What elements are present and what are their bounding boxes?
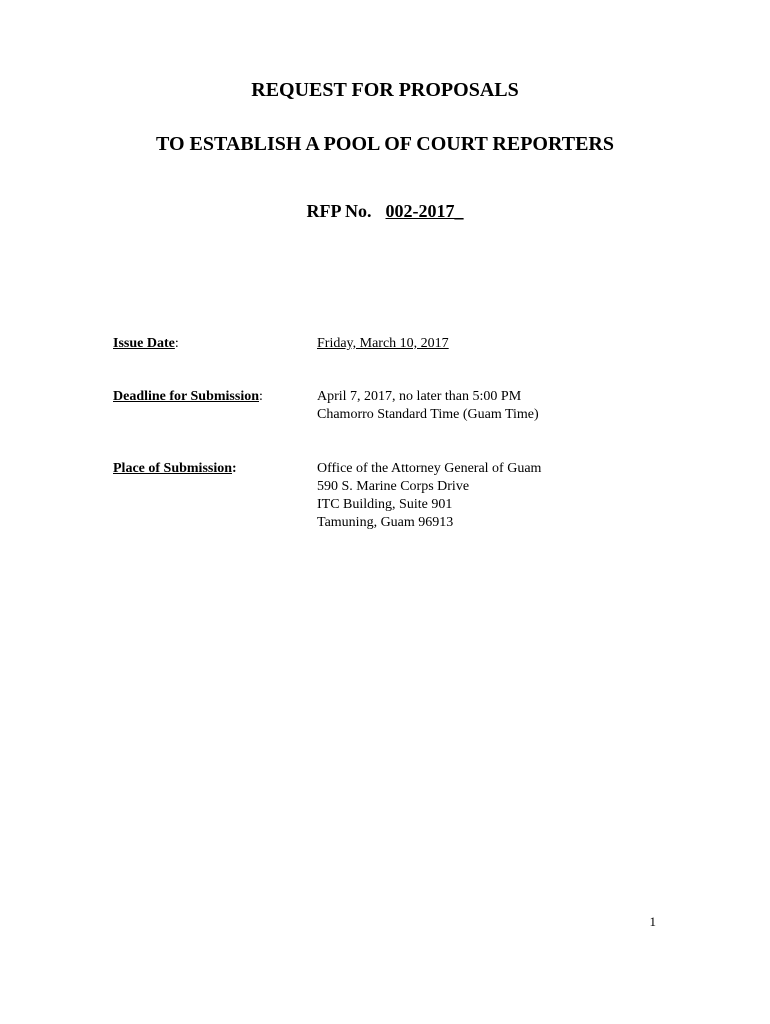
issue-date-value — [317, 335, 449, 353]
place-of-submission-label-text: Place of Submission — [113, 461, 233, 476]
address-line-3: ITC Building, Suite 901 — [317, 497, 453, 512]
deadline-line-1: April 7, 2017, no later than 5:00 PM — [317, 389, 522, 404]
issue-date-label-colon: : — [174, 336, 179, 351]
rfp-number: 002-2017_ — [385, 201, 464, 221]
page-number: 1 — [649, 914, 656, 929]
rfp-number-line — [0, 200, 770, 222]
issue-date-label-text: Issue Date — [113, 336, 175, 351]
address-line-4: Tamuning, Guam 96913 — [317, 515, 454, 530]
place-of-submission-label — [113, 460, 237, 478]
document-title: REQUEST FOR PROPOSALS — [251, 79, 519, 101]
place-of-submission-label-colon: : — [232, 461, 237, 476]
rfp-label: RFP No. — [306, 201, 372, 221]
deadline-label-text: Deadline for Submission — [113, 389, 259, 404]
deadline-value — [317, 388, 539, 424]
place-of-submission-value — [317, 460, 541, 532]
address-line-2: 590 S. Marine Corps Drive — [317, 479, 470, 494]
address-line-1: Office of the Attorney General of Guam — [317, 461, 542, 476]
deadline-line-2: Chamorro Standard Time (Guam Time) — [317, 407, 539, 422]
issue-date-line: Friday, March 10, 2017 — [317, 336, 449, 351]
document-subtitle: TO ESTABLISH A POOL OF COURT REPORTERS — [156, 133, 614, 155]
issue-date-label — [113, 335, 179, 353]
deadline-label-colon: : — [259, 389, 263, 404]
deadline-label — [113, 388, 263, 406]
